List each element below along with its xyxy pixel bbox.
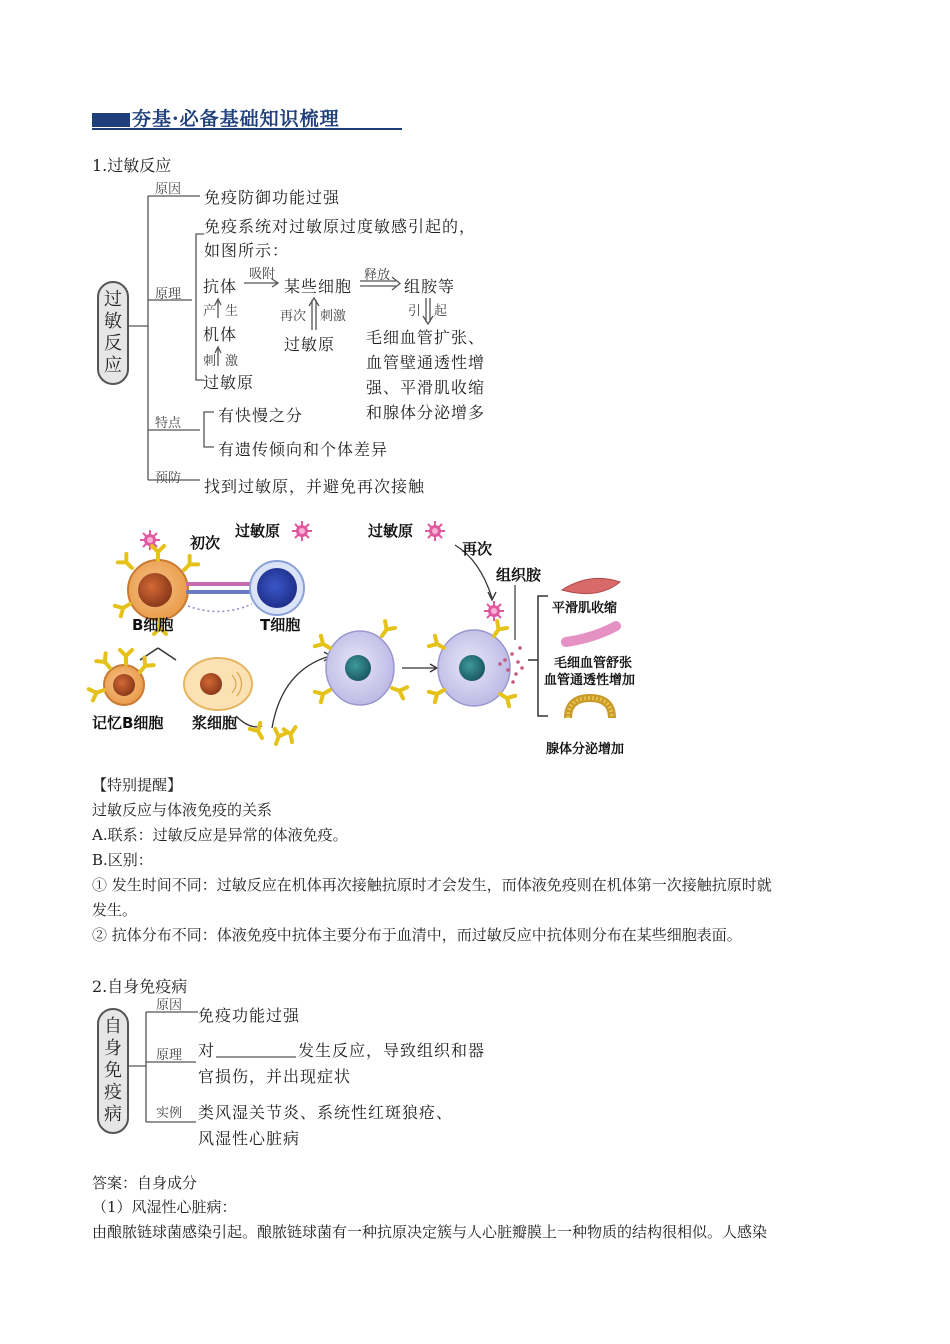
flow-effect-1: 毛细血管扩张、 (366, 328, 486, 347)
reminder-a: A.联系：过敏反应是异常的体液免疫。 (92, 826, 348, 844)
s2-example-label: 实例 (156, 1106, 183, 1121)
fig-memory-b: 记忆B细胞 (92, 714, 164, 732)
flow-body: 机体 (203, 325, 238, 344)
principle-text-line1: 免疫系统对过敏原过度敏感引起的， (204, 217, 477, 236)
s2-example-text-1: 类风湿关节炎、系统性红斑狼疮、 (198, 1103, 454, 1122)
reminder-b: B.区别： (92, 851, 153, 869)
fig-capillary-2: 血管通透性增加 (544, 673, 636, 688)
section-header-title: 夯基·必备基础知识梳理 (132, 108, 340, 130)
reminder-title: 【特别提醒】 (92, 776, 183, 794)
feature-2: 有遗传倾向和个体差异 (218, 440, 389, 459)
flow-allergen-2: 过敏原 (284, 335, 336, 354)
prevent-label: 预防 (155, 471, 182, 486)
reminder-subtitle: 过敏反应与体液免疫的关系 (92, 801, 273, 819)
fig-allergen-again: 过敏原 (368, 522, 414, 540)
fig-histamine: 组织胺 (496, 566, 542, 584)
flow-produce-1: 产 (203, 304, 217, 319)
fig-gland: 腺体分泌增加 (546, 742, 625, 757)
answer-body: 由酿脓链球菌感染引起。酿脓链球菌有一种抗原决定簇与人心脏瓣膜上一种物质的结构很相似。人感染 (92, 1223, 768, 1241)
flow-effect-4: 和腺体分泌增多 (366, 403, 486, 422)
fig-allergen-first: 过敏原 (235, 522, 281, 540)
answer-line: 答案：自身成分 (92, 1174, 198, 1192)
s2-example-text-2: 风湿性心脏病 (198, 1129, 301, 1148)
fig-first-time: 初次 (190, 534, 221, 552)
fig-capillary-1: 毛细血管舒张 (554, 656, 633, 671)
autoimmune-disease-box: 自 身 免 疫 病 (97, 1008, 129, 1134)
fig-again: 再次 (462, 540, 493, 558)
feature-1: 有快慢之分 (218, 406, 304, 425)
flow-cells: 某些细胞 (284, 277, 353, 296)
s2-cause-text: 免疫功能过强 (198, 1006, 301, 1025)
answer-item-1: （1）风湿性心脏病： (92, 1198, 237, 1216)
flow-stimulate: 刺激 (320, 309, 347, 324)
reminder-point-2: ② 抗体分布不同：体液免疫中抗体主要分布于血清中，而过敏反应中抗体则分布在某些细胞表面。 (92, 926, 742, 944)
flow-stim-1: 刺 (203, 354, 217, 369)
reminder-point-1a: ① 发生时间不同：过敏反应在机体再次接触抗原时才会发生，而体液免疫则在机体第一次接触抗原时就 (92, 876, 772, 894)
feature-label: 特点 (155, 416, 182, 431)
fig-smooth-muscle: 平滑肌收缩 (552, 601, 618, 616)
allergy-reaction-box: 过 敏 反 应 (97, 281, 129, 385)
flow-antibody: 抗体 (203, 277, 238, 296)
cause-text: 免疫防御功能过强 (204, 188, 341, 207)
flow-cause-1: 引 (408, 304, 422, 319)
s2-principle-text-2: 官损伤，并出现症状 (198, 1067, 352, 1086)
flow-stim-2: 激 (225, 354, 239, 369)
s2-principle-text-1a: 对 (198, 1041, 216, 1060)
flow-release: 释放 (364, 268, 391, 283)
flow-effect-3: 强、平滑肌收缩 (366, 378, 486, 397)
fig-plasma: 浆细胞 (192, 714, 238, 732)
flow-produce-2: 生 (225, 304, 239, 319)
section1-title: 1.过敏反应 (92, 156, 172, 175)
principle-label: 原理 (155, 287, 182, 302)
section2-title: 2.自身免疫病 (92, 977, 188, 996)
reminder-point-1b: 发生。 (92, 901, 138, 919)
s2-principle-label: 原理 (156, 1048, 183, 1063)
s2-cause-label: 原因 (156, 998, 183, 1013)
flow-effect-2: 血管壁通透性增 (366, 353, 486, 372)
s2-principle-text-1b: 发生反应，导致组织和器 (298, 1041, 486, 1060)
flow-allergen: 过敏原 (203, 373, 255, 392)
fig-b-cell: B细胞 (132, 616, 174, 634)
flow-cause-2: 起 (434, 304, 448, 319)
principle-text-line2: 如图所示： (204, 241, 290, 260)
prevent-text: 找到过敏原，并避免再次接触 (204, 477, 426, 496)
flow-adsorb: 吸附 (249, 267, 276, 282)
flow-again: 再次 (280, 309, 307, 324)
fig-t-cell: T细胞 (260, 616, 301, 634)
flow-histamine: 组胺等 (404, 277, 456, 296)
cause-label: 原因 (155, 182, 182, 197)
